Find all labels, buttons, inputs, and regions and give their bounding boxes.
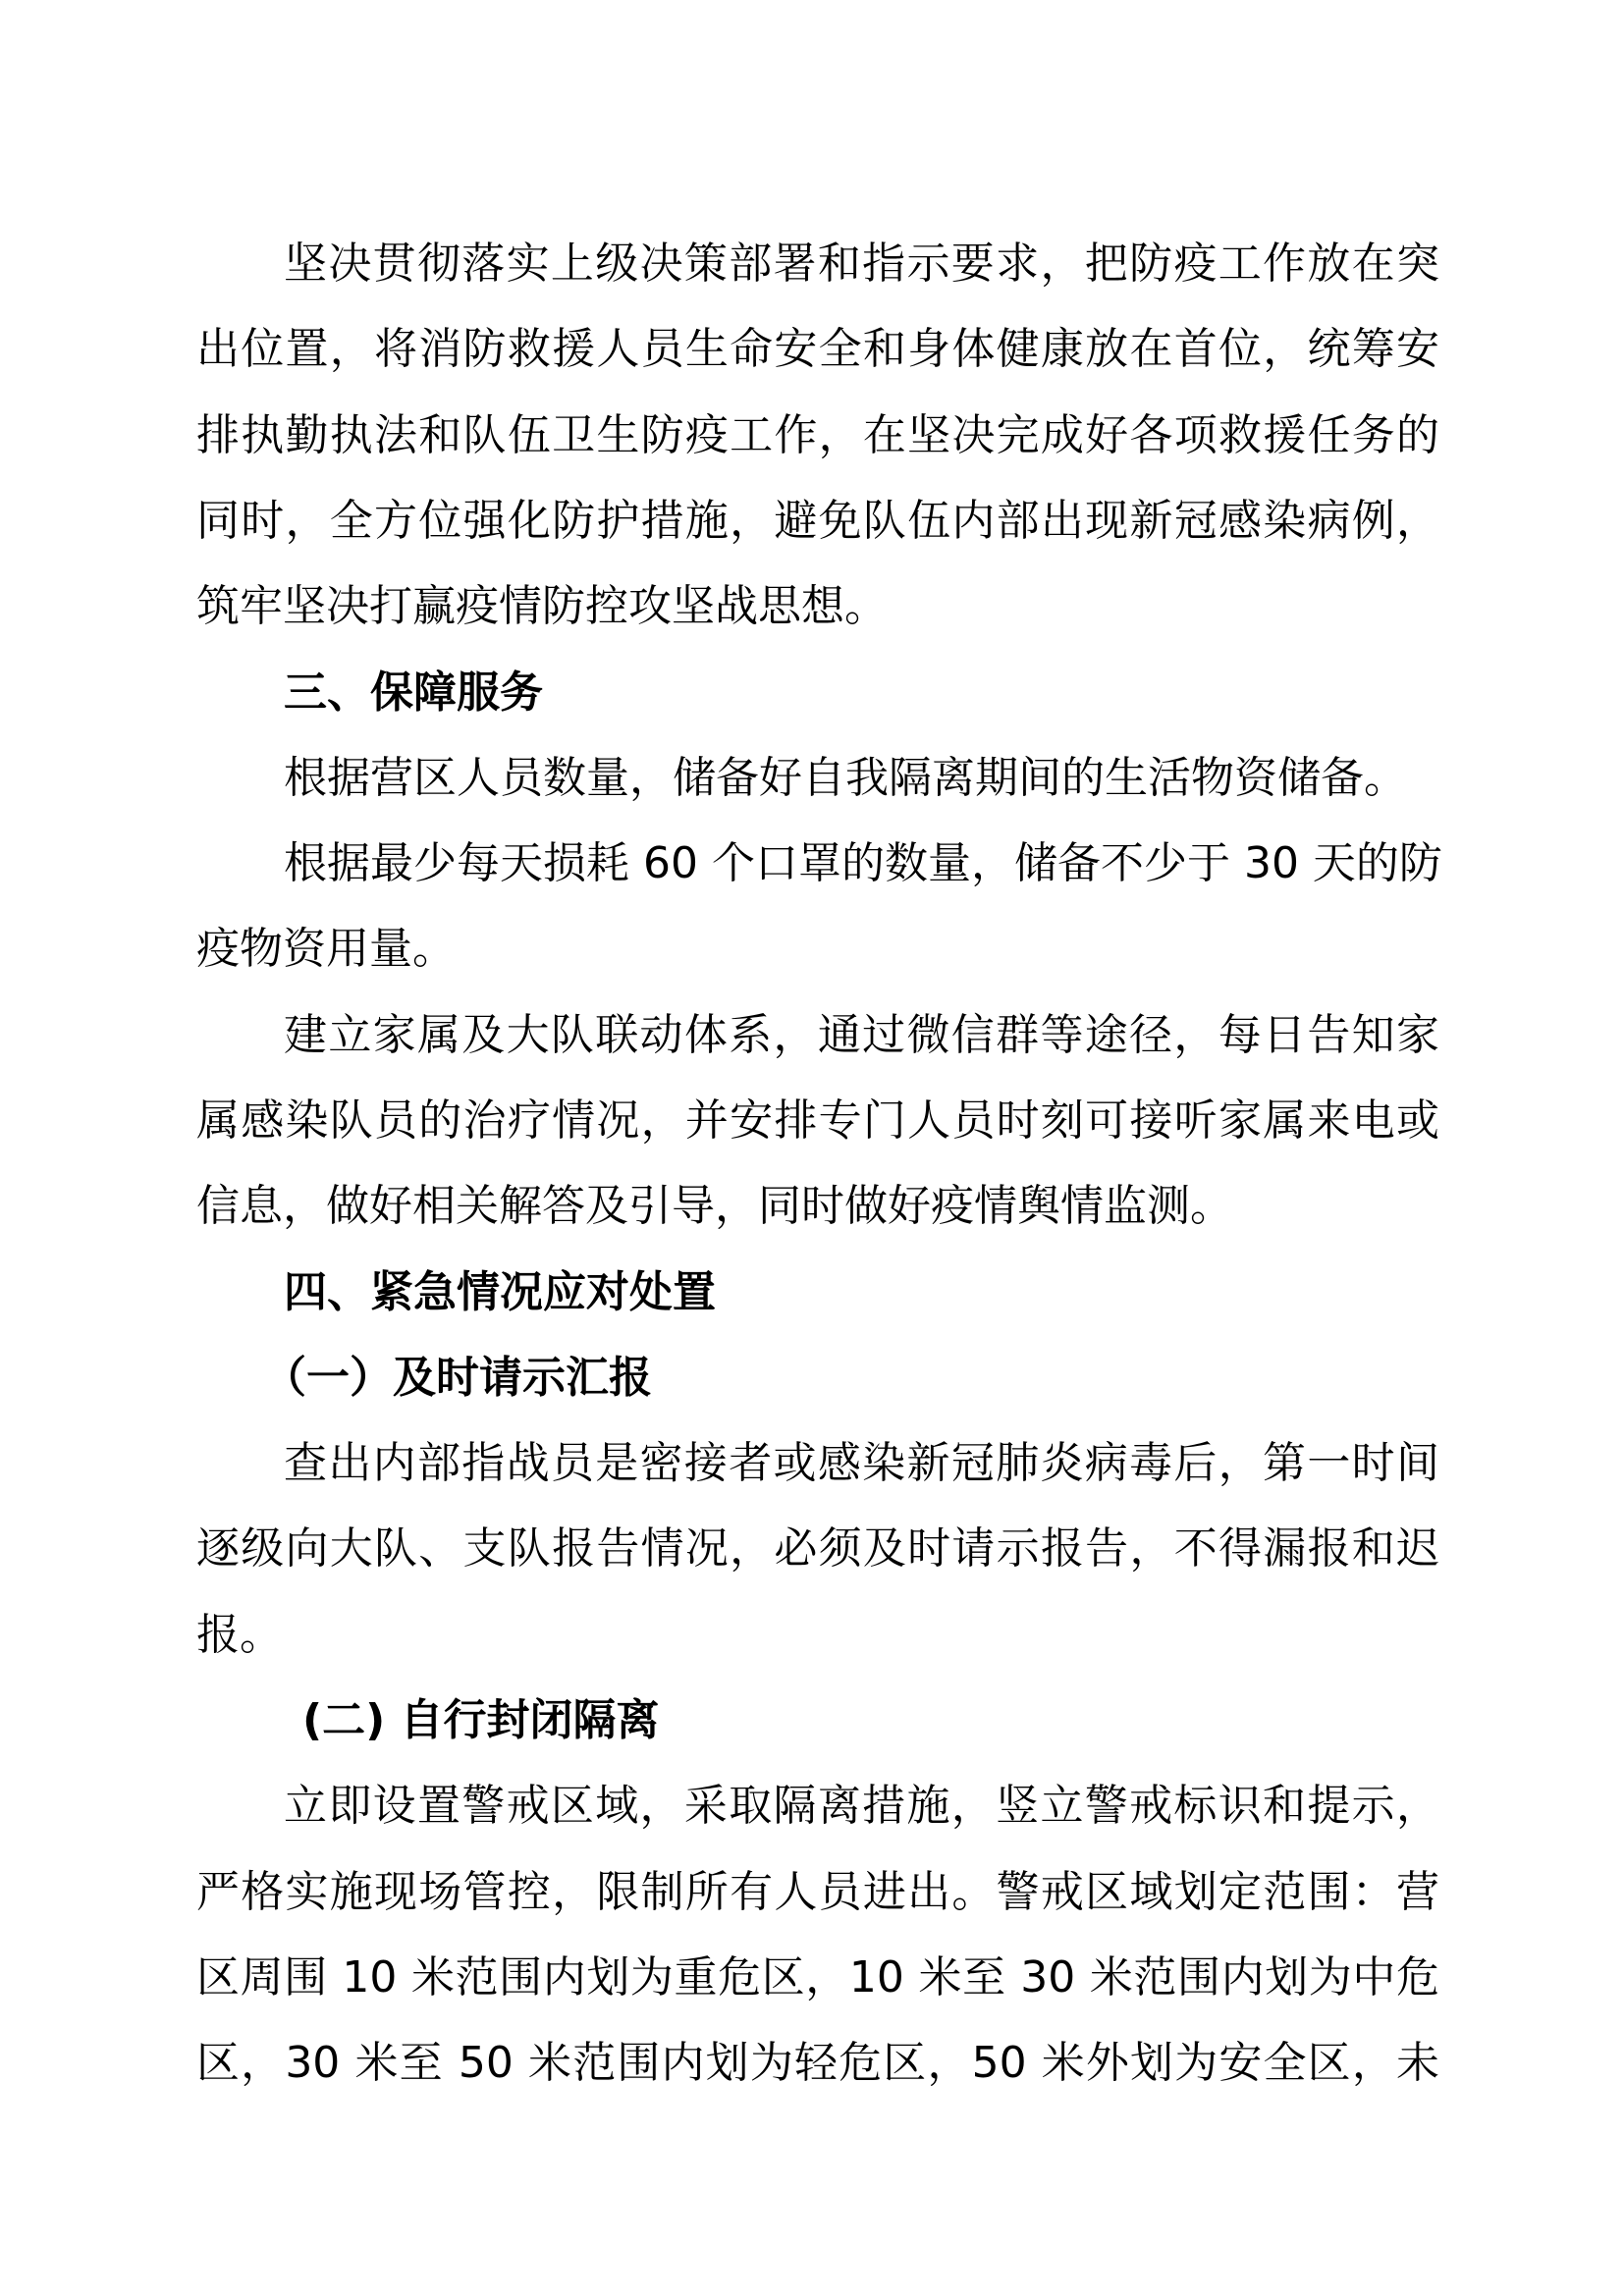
paragraph-line: 出位置，将消防救援人员生命安全和身体健康放在首位，统筹安 — [196, 324, 1439, 374]
section-heading: 三、保障服务 — [284, 667, 543, 718]
subsection-heading: （一）及时请示汇报 — [263, 1353, 652, 1403]
paragraph-line: 坚决贯彻落实上级决策部署和指示要求，把防疫工作放在突 — [284, 239, 1439, 289]
paragraph-line: 同时，全方位强化防护措施，避免队伍内部出现新冠感染病例， — [196, 496, 1439, 546]
paragraph-line: 根据营区人员数量，储备好自我隔离期间的生活物资储备。 — [284, 753, 1407, 803]
paragraph-line: 筑牢坚决打赢疫情防控攻坚战思想。 — [196, 581, 888, 631]
paragraph-line: 查出内部指战员是密接者或感染新冠肺炎病毒后，第一时间 — [284, 1438, 1439, 1488]
paragraph-line: 区，30 米至 50 米范围内划为轻危区，50 米外划为安全区，未 — [196, 2038, 1439, 2088]
section-heading: 四、紧急情况应对处置 — [284, 1267, 716, 1317]
paragraph-line: 报。 — [196, 1610, 283, 1660]
paragraph-line: 属感染队员的治疗情况，并安排专门人员时刻可接听家属来电或 — [196, 1095, 1439, 1146]
subsection-heading: (二) 自行封闭隔离 — [302, 1695, 660, 1745]
paragraph-line: 立即设置警戒区域，采取隔离措施，竖立警戒标识和提示， — [284, 1781, 1439, 1831]
paragraph-line: 建立家属及大队联动体系，通过微信群等途径，每日告知家 — [284, 1010, 1439, 1060]
paragraph-line: 逐级向大队、支队报告情况，必须及时请示报告，不得漏报和迟 — [196, 1523, 1439, 1574]
paragraph-line: 信息，做好相关解答及引导，同时做好疫情舆情监测。 — [196, 1181, 1233, 1231]
paragraph-line: 区周围 10 米范围内划为重危区，10 米至 30 米范围内划为中危 — [196, 1952, 1439, 2002]
paragraph-line: 排执勤执法和队伍卫生防疫工作，在坚决完成好各项救援任务的 — [196, 410, 1439, 460]
paragraph-line: 疫物资用量。 — [196, 924, 456, 974]
paragraph-line: 严格实施现场管控，限制所有人员进出。警戒区域划定范围：营 — [196, 1867, 1439, 1917]
paragraph-line: 根据最少每天损耗 60 个口罩的数量，储备不少于 30 天的防 — [284, 838, 1442, 888]
